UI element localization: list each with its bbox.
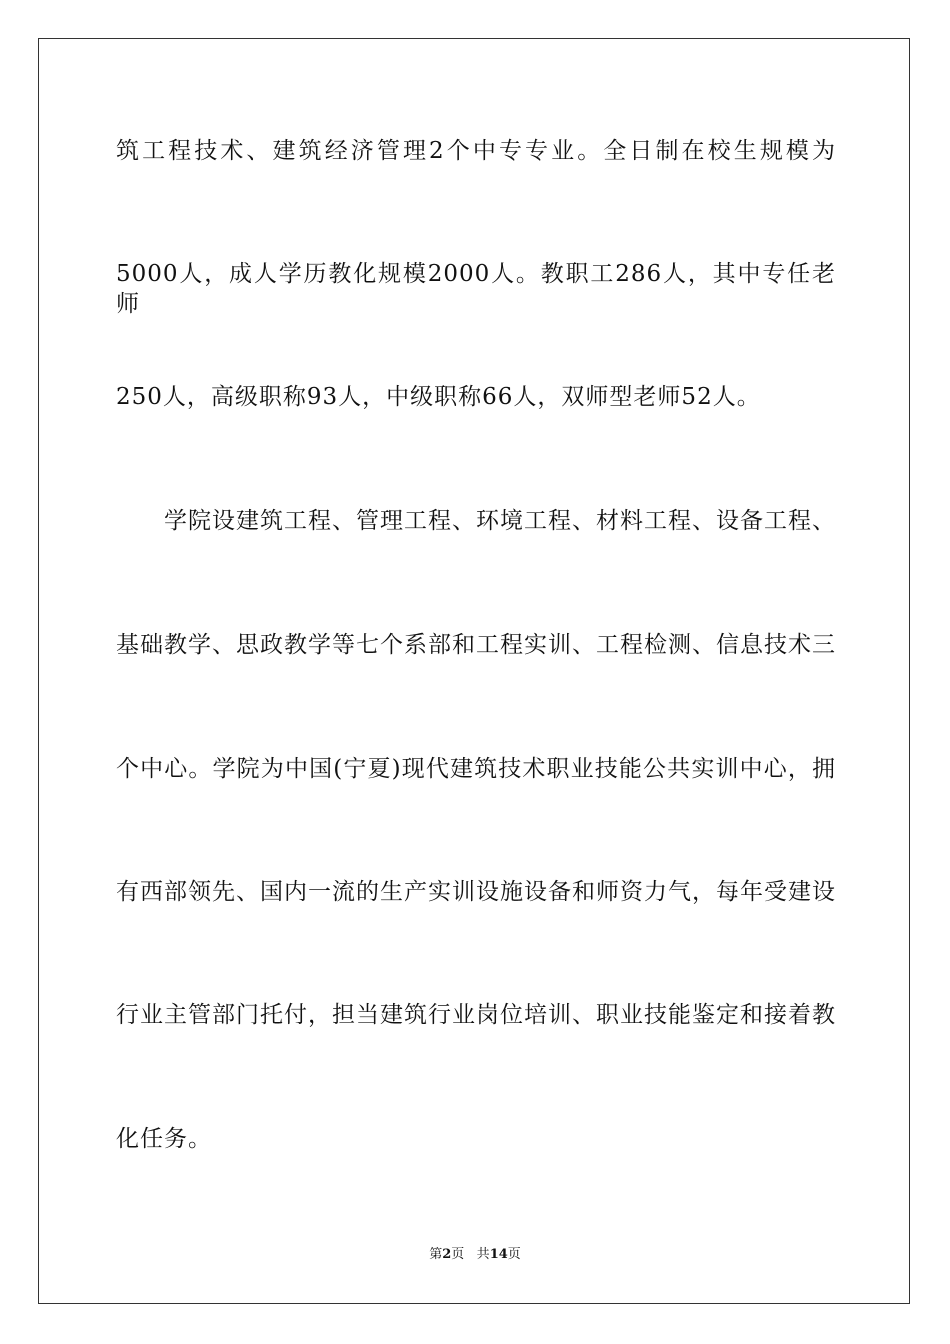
page-frame [38,38,910,1304]
footer-page-number: 2 [442,1247,452,1262]
text-line-9: 化任务。 [116,1126,212,1152]
text-line-1: 筑工程技术、建筑经济管理2个中专专业。全日制在校生规模为 [116,138,836,164]
text-line-8: 行业主管部门托付，担当建筑行业岗位培训、职业技能鉴定和接着教 [116,1002,836,1028]
footer-total-pages: 14 [489,1247,508,1262]
footer-total-prefix: 共 [476,1247,490,1262]
page-footer [0,1246,950,1264]
footer-total-suffix: 页 [507,1247,521,1262]
text-line-6: 个中心。学院为中国(宁夏)现代建筑技术职业技能公共实训中心，拥 [116,756,836,782]
text-line-7: 有西部领先、国内一流的生产实训设施设备和师资力气，每年受建设 [116,879,836,905]
text-line-2: 5000人，成人学历教化规模2000人。教职工286人，其中专任老师 [116,261,836,317]
text-line-5: 基础教学、思政教学等七个系部和工程实训、工程检测、信息技术三 [116,632,836,658]
footer-page-prefix: 第 [429,1247,443,1262]
footer-page-suffix: 页 [451,1247,465,1262]
text-line-3: 250人，高级职称93人，中级职称66人，双师型老师52人。 [116,384,761,410]
text-line-4: 学院设建筑工程、管理工程、环境工程、材料工程、设备工程、 [164,508,836,534]
